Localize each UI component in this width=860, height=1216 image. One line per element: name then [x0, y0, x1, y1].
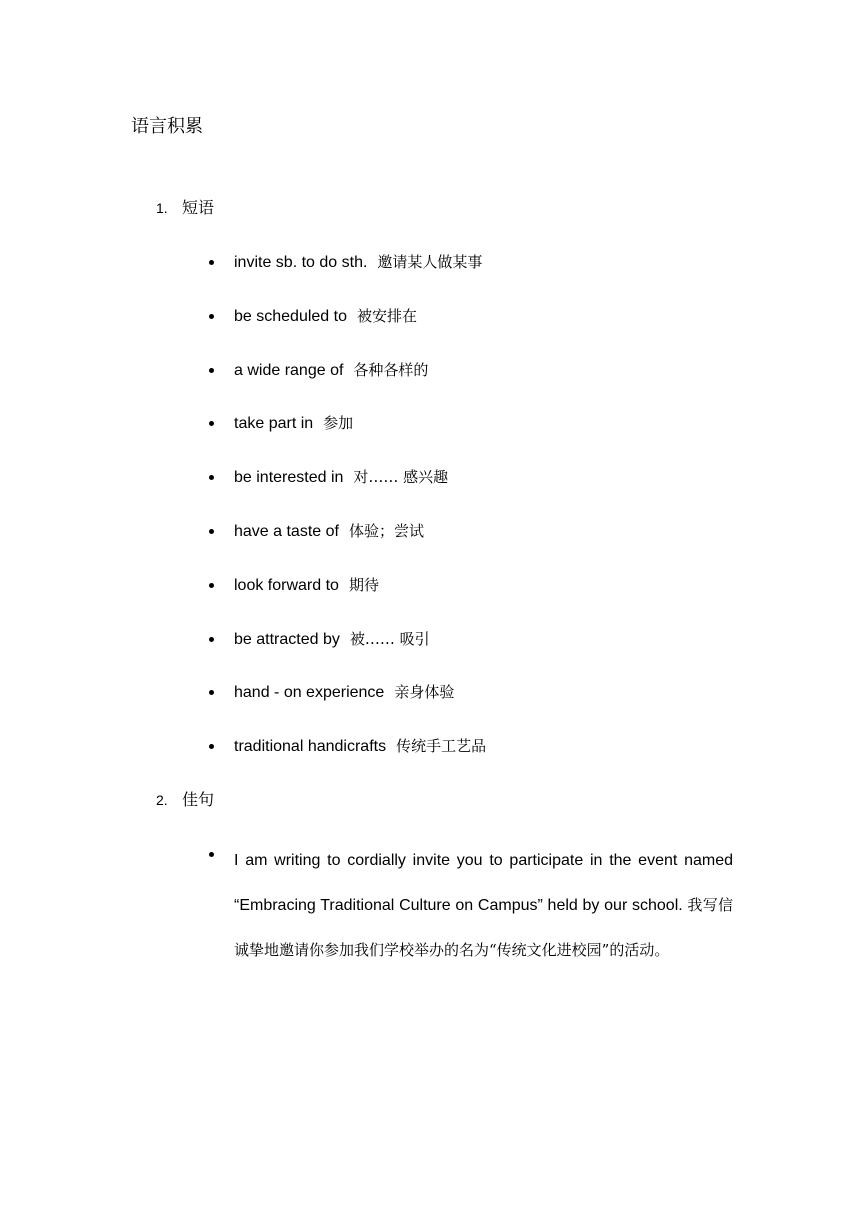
sentence-english: I am writing to cordially invite you to participate in the event named “Embracing Traditional Culture on Campus” held by our school. [234, 852, 733, 914]
phrase-english: a wide range of [234, 361, 344, 379]
section-heading-phrases [156, 196, 214, 220]
bullet-icon [209, 690, 214, 695]
phrase-chinese: 期待 [348, 575, 379, 594]
bullet-icon [209, 852, 214, 857]
page-title: 语言积累 [131, 116, 203, 137]
bullet-icon [209, 260, 214, 265]
phrase-english: hand - on experience [234, 684, 385, 702]
phrase-chinese: 被…… 吸引 [349, 629, 430, 648]
sentence-paragraph [234, 838, 733, 973]
bullet-icon [209, 368, 214, 373]
section-number: 2. [156, 792, 168, 808]
phrase-english: look forward to [234, 576, 339, 594]
phrase-chinese: 亲身体验 [394, 683, 455, 702]
phrase-chinese: 邀请某人做某事 [377, 253, 483, 271]
phrase-chinese: 体验；尝试 [348, 521, 424, 540]
phrase-english: be attracted by [234, 630, 340, 648]
phrase-chinese: 传统手工艺品 [396, 737, 487, 756]
bullet-icon [209, 475, 214, 480]
phrase-chinese: 对…… 感兴趣 [353, 468, 449, 487]
section-label: 佳句 [182, 790, 215, 809]
example-sentence [205, 838, 733, 973]
phrase-chinese: 各种各样的 [353, 360, 429, 379]
phrase-english: be scheduled to [234, 307, 347, 325]
bullet-icon [209, 583, 214, 588]
phrase-english: have a taste of [234, 522, 339, 540]
phrase-english: traditional handicrafts [234, 738, 387, 756]
phrase-english: take part in [234, 415, 314, 433]
section-heading-sentences [156, 788, 214, 812]
phrase-chinese: 被安排在 [356, 306, 417, 325]
phrase-english: be interested in [234, 469, 344, 487]
bullet-icon [209, 314, 214, 319]
phrase-chinese: 参加 [323, 414, 354, 433]
bullet-icon [209, 529, 214, 534]
section-label: 短语 [182, 198, 215, 217]
section-number: 1. [156, 200, 168, 216]
sentence-chinese: 我写信诚挚地邀请你参加我们学校举办的名为“传统文化进校园”的活动。 [234, 896, 733, 959]
phrase-english: invite sb. to do sth. [234, 254, 368, 271]
bullet-icon [209, 744, 214, 749]
bullet-icon [209, 421, 214, 426]
bullet-icon [209, 637, 214, 642]
